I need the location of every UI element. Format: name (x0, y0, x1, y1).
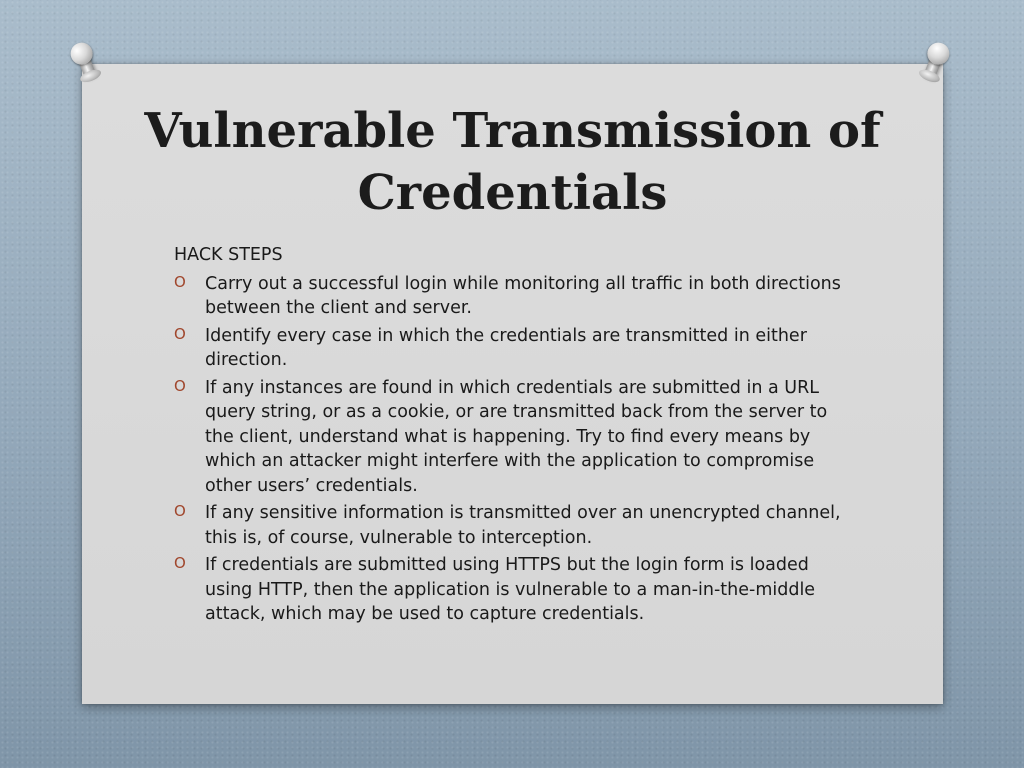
bullet-item (174, 553, 854, 627)
bullet-item (174, 272, 854, 321)
slide-body (174, 243, 854, 630)
pushpin-icon (917, 39, 952, 84)
bullet-circle-icon: O (174, 502, 186, 520)
bullet-list (174, 272, 854, 627)
bullet-circle-icon: O (174, 324, 186, 343)
bullet-item (174, 324, 854, 373)
bullet-circle-icon: O (174, 376, 186, 395)
section-heading: HACK STEPS (174, 245, 283, 265)
pushpin-icon (67, 39, 102, 84)
bullet-text: If any instances are found in which credentials are submitted in a URL query string, or as a cookie, or are transmitted back from the server to the client, understand what is happening. Try to find every means by which an attacker might interfere with the application to compromise other users’ credentials. (205, 377, 828, 496)
slide-title-line-1: Vulnerable Transmission of (144, 103, 881, 159)
bullet-circle-icon: O (174, 272, 186, 291)
slide-title-line-2: Credentials (357, 165, 668, 221)
bullet-item (174, 376, 854, 499)
slide-title (82, 100, 943, 224)
bullet-text: If any sensitive information is transmitted over an unencrypted channel, this is, of course, vulnerable to interception. (205, 503, 841, 548)
bullet-circle-icon: O (174, 554, 186, 572)
bullet-item (174, 501, 854, 550)
bullet-text: If credentials are submitted using HTTPS but the login form is loaded using HTTP, then the application is vulnerable to a man-in-the-middle attack, which may be used to capture credentials. (205, 555, 816, 624)
bullet-text: Carry out a successful login while monitoring all traffic in both directions between the client and server. (205, 273, 841, 318)
bullet-text: Identify every case in which the credentials are transmitted in either direction. (205, 325, 807, 370)
